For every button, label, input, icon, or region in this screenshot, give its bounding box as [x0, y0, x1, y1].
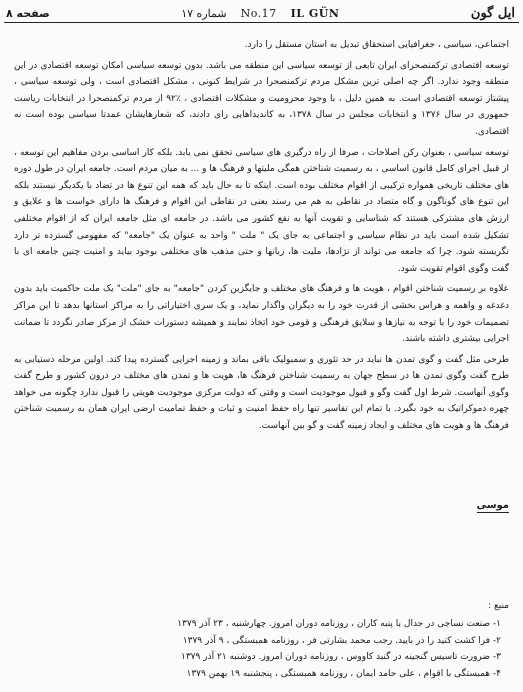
reference-item: ۴- همبستگی با اقوام ، علی حامد ایمان ، روزنامه همبستگی ، پنجشنبه ۱۹ بهمن ۱۳۷۹: [186, 668, 501, 679]
issue-number-latin: No.17: [240, 6, 277, 20]
issue-number-fa: شماره ۱۷: [181, 6, 227, 20]
reference-item: ۱- صنعت نساجی در جدال با پنبه کاران ، روزنامه دوران امروز. چهارشنبه ، ۲۳ آذر ۱۳۷۹: [177, 619, 501, 630]
magazine-title: ایل گون: [470, 5, 515, 21]
header-rule: [4, 22, 519, 23]
reference-item: ۲- فرا کشت کنید را در بایید. رجب محمد بشارتی فر ، روزنامه همبستگی ، ۹ آذر ۱۳۷۹: [182, 635, 501, 646]
references: [120, 598, 509, 682]
author-name: موسی: [476, 500, 509, 511]
page-number: صفحه ۸: [6, 6, 50, 20]
paragraph: توسعه سیاسی ، بعنوان رکن اصلاحات ، صرفا از راه درگیری های سیاسی تحقق نمی یابد. بلکه کار اساسی بردن مفاهیم این توسعه ، از قبیل اجرای کامل قانون اساسی ، به رسمیت شناختن همگی ملیتها و فرهنگ ها و ... به میان مردم است. جامعه ایران در طول دوره های مختلف تاریخی همواره ترکیبی از اقوام مختلف بوده است. اینکه تا به حال باید که همه این تنوع ها در تضاد با یکدیگر نیستند بلکه این تنوع های گوناگون و گاه متضاد در نقاطی به هم می رسند یعنی در نقاطی این اقوام و فرهنگ ها دارای خواست ها و علایق و ارزش های مشترکی هستند که شناسایی و تقویت آنها به نفع کشور می باشد. در جامعه ای مثل جامعه ایران که از اقوام مختلفی تشکیل شده است باید در نظام سیاسی و اجتماعی به جای یک " ملت " واحد به عنوان یک "جامعه" که مفهومی گسترده تر دارد نگریسته شود. چرا که جامعه می تواند از نژادها، ملیت ها، زبانها و حتی مذهب های مختلفی بوجود بیاید و امنیت چنین جامعه ای با گفت وگوی اقوام تقویت شود.: [14, 147, 509, 274]
paragraph: توسعه اقتصادی ترکمنصحرای ایران تابعی از توسعه سیاسی این منطقه می باشد. بدون توسعه سیاسی امکان توسعه اقتصادی در این منطقه وجود ندارد. اگر چه اصلی ترین مشکل مردم ترکمنصحرا در شرایط کنونی ، مشکل اقتصادی است ، ولی توسعه سیاسی ، پیشتاز توسعه اقتصادی است. به همین دلیل ، با وجود محرومیت و مشکلات اقتصادی ، ٪۹۲ از مردم ترکمنصحرا در انتخابات ریاست جمهوری در سال ۱۳۷۶ و انتخابات مجلس در سال ۱۳۷۸، به کاندیداهایی رای دادند، که شعارهایشان عمدتا سیاسی بوده است نه اقتصادی.: [14, 60, 510, 137]
paragraph: طرحی مثل گفت و گوی تمدن ها نباید در حد تئوری و سمبولیک باقی بماند و زمینه اجرایی گسترده پیدا کند. اولین مرحله دستیابی به طرح گفت وگوی تمدن ها در سطح جهان به رسمیت شناختن فرهنگ ها، هویت ها و تمدن های مختلف در درون کشور و طرح گفت وگوی آنهاست. شرط اول گفت وگو و قبول موجودیت است و وقتی که دولت مرکزی موجودیت هویتی را قبول ندارد چگونه می خواهد چهره دموکراتیک به خود بگیرد. با تمام این تفاسیر تنها راه حفظ امنیت و ثبات و حفظ تمامیت ارضی ایران همان به رسمیت شناختن فرهنگ ها و هویت های مختلف و ایجاد زمینه گفت و گو بین آنهاست.: [14, 354, 509, 432]
latin-title: IL GÜN: [290, 6, 340, 20]
paragraph: علاوه بر رسمیت شناختن اقوام ، هویت ها و فرهنگ های مختلف و جایگزین کردن "جامعه" به جای "ملت" یک ملت حاکمیت باید بدون دغدغه و واهمه و هراس بخشی از قدرت خود را به دیگران واگذار نماید، و یک سری اختیاراتی را به مراکز استانها بدهد تا این مراکز تصمیمات خود را با توجه به نیازها و سلایق فرهنگی و قومی خود اتخاذ نمایند و همیشه دستورات خشک از مرکز صادر نگردد تا ضمانت اجرایی بیشتری داشته باشند.: [14, 284, 509, 345]
page-header: [6, 4, 515, 22]
header-center: [181, 7, 339, 20]
article-body: [14, 37, 509, 439]
reference-item: ۳- ضرورت تاسیس گنجینه در گنبد کاووس ، روزنامه دوران امروز. دوشنبه ۲۱ آذر ۱۳۷۹: [181, 652, 501, 663]
references-title: منبع :: [488, 601, 509, 611]
references-list: [120, 616, 509, 682]
paragraph: اجتماعی، سیاسی ، جغرافیایی استحقاق تبدیل به استان مستقل را دارد.: [244, 40, 509, 50]
